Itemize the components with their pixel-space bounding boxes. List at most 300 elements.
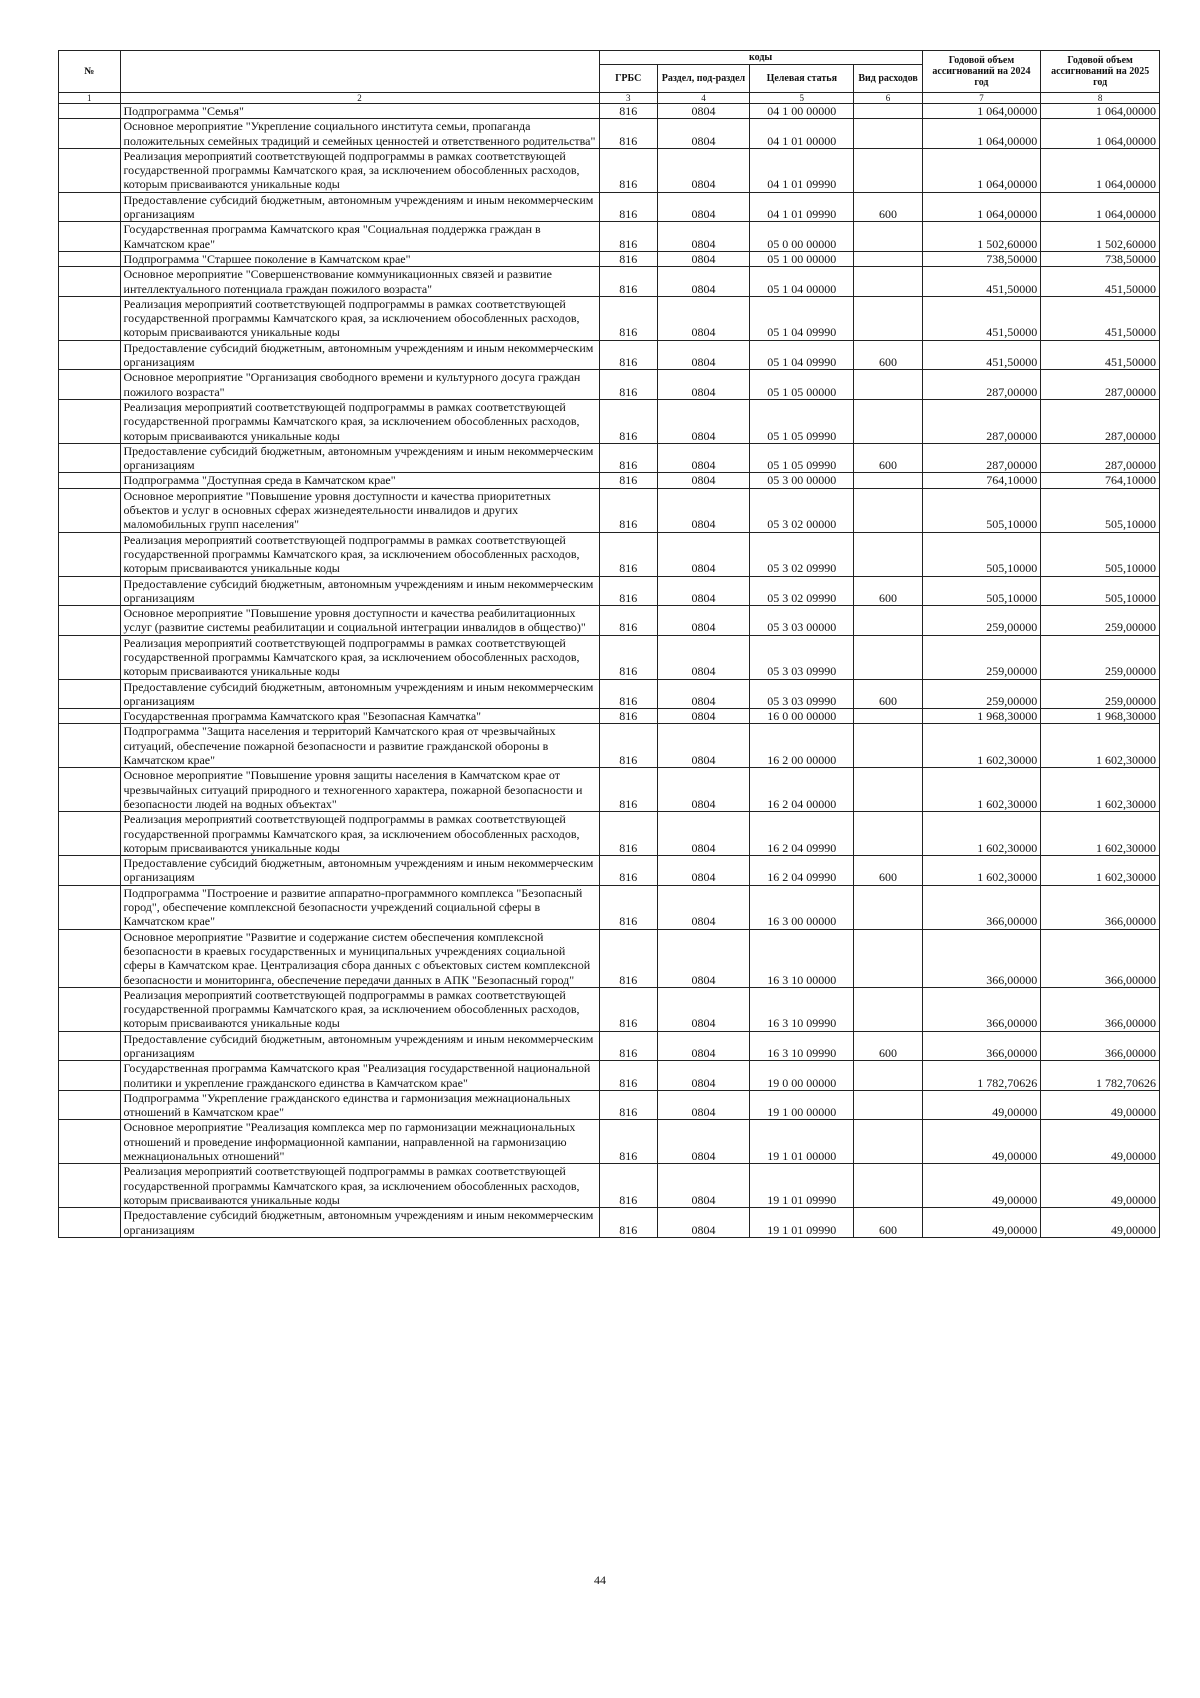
row-volume-2024-cell: 1 064,00000 (922, 119, 1041, 149)
row-target-cell: 16 2 04 09990 (750, 856, 854, 886)
row-name-cell: Основное мероприятие "Развитие и содержание систем обеспечения комплексной безопасности в краевых государственных и муниципальных учреждениях социальной сферы в Камчатском крае. Централизация сбора данных с объектовых систем комплексной безопасности и мониторинга, обеспечение передачи данных в АПК "Безопасный город" (120, 929, 599, 987)
row-expense-type-cell (854, 251, 922, 266)
row-volume-2025-cell: 287,00000 (1041, 443, 1160, 473)
row-grbs-cell: 816 (599, 399, 657, 443)
row-expense-type-cell: 600 (854, 1031, 922, 1061)
row-name-cell: Реализация мероприятий соответствующей подпрограммы в рамках соответствующей государственной программы Камчатского края, за исключением обособленных расходов, которым присваиваются уникальные коды (120, 1164, 599, 1208)
row-volume-2025-cell: 49,00000 (1041, 1090, 1160, 1120)
row-expense-type-cell (854, 1164, 922, 1208)
row-volume-2025-cell: 505,10000 (1041, 532, 1160, 576)
row-section-cell: 0804 (657, 370, 749, 400)
header-section: Раздел, под-раздел (657, 65, 749, 93)
row-volume-2025-cell: 1 602,30000 (1041, 812, 1160, 856)
table-row (59, 635, 1160, 679)
row-volume-2025-cell: 1 602,30000 (1041, 856, 1160, 886)
row-expense-type-cell (854, 724, 922, 768)
row-volume-2025-cell: 259,00000 (1041, 679, 1160, 709)
row-number-cell (59, 473, 121, 488)
row-volume-2025-cell: 287,00000 (1041, 370, 1160, 400)
row-target-cell: 04 1 01 00000 (750, 119, 854, 149)
table-row (59, 267, 1160, 297)
row-volume-2025-cell: 49,00000 (1041, 1120, 1160, 1164)
row-number-cell (59, 635, 121, 679)
row-number-cell (59, 192, 121, 222)
column-number: 5 (750, 93, 854, 104)
row-grbs-cell: 816 (599, 267, 657, 297)
row-number-cell (59, 222, 121, 252)
row-volume-2025-cell: 287,00000 (1041, 399, 1160, 443)
row-volume-2025-cell: 451,50000 (1041, 296, 1160, 340)
row-target-cell: 05 3 03 00000 (750, 606, 854, 636)
row-target-cell: 05 1 04 00000 (750, 267, 854, 297)
budget-table (58, 50, 1160, 1238)
row-target-cell: 05 0 00 00000 (750, 222, 854, 252)
row-target-cell: 16 3 10 09990 (750, 987, 854, 1031)
row-grbs-cell: 816 (599, 488, 657, 532)
row-volume-2025-cell: 1 602,30000 (1041, 768, 1160, 812)
row-name-cell: Реализация мероприятий соответствующей подпрограммы в рамках соответствующей государственной программы Камчатского края, за исключением обособленных расходов, которым присваиваются уникальные коды (120, 812, 599, 856)
row-grbs-cell: 816 (599, 473, 657, 488)
row-expense-type-cell (854, 987, 922, 1031)
row-section-cell: 0804 (657, 119, 749, 149)
row-section-cell: 0804 (657, 443, 749, 473)
row-target-cell: 19 1 01 09990 (750, 1208, 854, 1238)
row-number-cell (59, 987, 121, 1031)
budget-table-container (58, 50, 1160, 1238)
row-volume-2025-cell: 366,00000 (1041, 1031, 1160, 1061)
row-section-cell: 0804 (657, 399, 749, 443)
row-target-cell: 05 1 04 09990 (750, 340, 854, 370)
row-expense-type-cell (854, 104, 922, 119)
row-expense-type-cell (854, 929, 922, 987)
row-volume-2025-cell: 366,00000 (1041, 987, 1160, 1031)
table-row (59, 1090, 1160, 1120)
row-name-cell: Основное мероприятие "Организация свободного времени и культурного досуга граждан пожилого возраста" (120, 370, 599, 400)
row-name-cell: Основное мероприятие "Повышение уровня защиты населения в Камчатском крае от чрезвычайных ситуаций природного и техногенного характера, пожарной безопасности и безопасности людей на водных объектах" (120, 768, 599, 812)
row-number-cell (59, 119, 121, 149)
row-target-cell: 05 3 03 09990 (750, 635, 854, 679)
row-expense-type-cell (854, 635, 922, 679)
row-target-cell: 16 2 04 00000 (750, 768, 854, 812)
row-grbs-cell: 816 (599, 709, 657, 724)
row-name-cell: Подпрограмма "Доступная среда в Камчатском крае" (120, 473, 599, 488)
table-row (59, 370, 1160, 400)
row-volume-2024-cell: 259,00000 (922, 606, 1041, 636)
table-row (59, 104, 1160, 119)
row-volume-2025-cell: 505,10000 (1041, 576, 1160, 606)
row-grbs-cell: 816 (599, 1164, 657, 1208)
row-volume-2025-cell: 505,10000 (1041, 488, 1160, 532)
row-expense-type-cell (854, 370, 922, 400)
row-expense-type-cell (854, 399, 922, 443)
row-grbs-cell: 816 (599, 148, 657, 192)
row-section-cell: 0804 (657, 679, 749, 709)
row-volume-2025-cell: 1 064,00000 (1041, 148, 1160, 192)
row-expense-type-cell (854, 222, 922, 252)
table-row (59, 1031, 1160, 1061)
row-target-cell: 05 3 02 09990 (750, 532, 854, 576)
row-expense-type-cell (854, 768, 922, 812)
row-volume-2025-cell: 1 064,00000 (1041, 104, 1160, 119)
column-number-row (59, 93, 1160, 104)
row-name-cell: Подпрограмма "Построение и развитие аппаратно-программного комплекса "Безопасный город", обеспечение комплексной безопасности учреждений социальной сферы в Камчатском крае" (120, 885, 599, 929)
column-number: 2 (120, 93, 599, 104)
row-name-cell: Предоставление субсидий бюджетным, автономным учреждениям и иным некоммерческим организациям (120, 443, 599, 473)
row-volume-2024-cell: 451,50000 (922, 296, 1041, 340)
header-number: № (59, 51, 121, 93)
row-section-cell: 0804 (657, 812, 749, 856)
row-grbs-cell: 816 (599, 119, 657, 149)
row-target-cell: 05 3 02 00000 (750, 488, 854, 532)
row-volume-2024-cell: 366,00000 (922, 1031, 1041, 1061)
row-number-cell (59, 104, 121, 119)
row-expense-type-cell (854, 606, 922, 636)
row-name-cell: Основное мероприятие "Совершенствование коммуникационных связей и развитие интеллектуального потенциала граждан пожилого возраста" (120, 267, 599, 297)
table-body (59, 104, 1160, 1238)
row-volume-2024-cell: 1 064,00000 (922, 104, 1041, 119)
row-volume-2025-cell: 451,50000 (1041, 340, 1160, 370)
row-number-cell (59, 267, 121, 297)
row-expense-type-cell (854, 709, 922, 724)
row-grbs-cell: 816 (599, 192, 657, 222)
row-name-cell: Реализация мероприятий соответствующей подпрограммы в рамках соответствующей государственной программы Камчатского края, за исключением обособленных расходов, которым присваиваются уникальные коды (120, 635, 599, 679)
row-volume-2024-cell: 49,00000 (922, 1208, 1041, 1238)
row-number-cell (59, 929, 121, 987)
row-volume-2024-cell: 738,50000 (922, 251, 1041, 266)
row-grbs-cell: 816 (599, 251, 657, 266)
row-grbs-cell: 816 (599, 370, 657, 400)
row-number-cell (59, 1208, 121, 1238)
row-name-cell: Реализация мероприятий соответствующей подпрограммы в рамках соответствующей государственной программы Камчатского края, за исключением обособленных расходов, которым присваиваются уникальные коды (120, 987, 599, 1031)
row-number-cell (59, 724, 121, 768)
row-grbs-cell: 816 (599, 1031, 657, 1061)
row-expense-type-cell (854, 1120, 922, 1164)
column-number: 6 (854, 93, 922, 104)
row-target-cell: 16 3 10 00000 (750, 929, 854, 987)
row-section-cell: 0804 (657, 1120, 749, 1164)
row-grbs-cell: 816 (599, 987, 657, 1031)
row-section-cell: 0804 (657, 296, 749, 340)
row-name-cell: Государственная программа Камчатского края "Социальная поддержка граждан в Камчатском крае" (120, 222, 599, 252)
row-grbs-cell: 816 (599, 104, 657, 119)
row-number-cell (59, 606, 121, 636)
table-row (59, 148, 1160, 192)
row-grbs-cell: 816 (599, 443, 657, 473)
row-expense-type-cell: 600 (854, 443, 922, 473)
row-volume-2024-cell: 366,00000 (922, 885, 1041, 929)
table-row (59, 251, 1160, 266)
row-volume-2024-cell: 1 782,70626 (922, 1061, 1041, 1091)
row-name-cell: Подпрограмма "Защита населения и территорий Камчатского края от чрезвычайных ситуаций, обеспечение пожарной безопасности и развитие гражданской обороны в Камчатском крае" (120, 724, 599, 768)
table-row (59, 679, 1160, 709)
row-volume-2025-cell: 1 064,00000 (1041, 192, 1160, 222)
row-target-cell: 16 2 04 09990 (750, 812, 854, 856)
row-volume-2024-cell: 1 602,30000 (922, 768, 1041, 812)
row-name-cell: Предоставление субсидий бюджетным, автономным учреждениям и иным некоммерческим организациям (120, 340, 599, 370)
row-volume-2025-cell: 451,50000 (1041, 267, 1160, 297)
table-row (59, 473, 1160, 488)
row-target-cell: 05 1 05 09990 (750, 399, 854, 443)
row-number-cell (59, 885, 121, 929)
header-volume-2024: Годовой объем ассигнований на 2024 год (922, 51, 1041, 93)
row-target-cell: 05 1 00 00000 (750, 251, 854, 266)
row-expense-type-cell: 600 (854, 576, 922, 606)
row-volume-2025-cell: 1 064,00000 (1041, 119, 1160, 149)
header-codes-group: коды (599, 51, 922, 65)
row-section-cell: 0804 (657, 606, 749, 636)
table-row (59, 724, 1160, 768)
row-volume-2024-cell: 366,00000 (922, 987, 1041, 1031)
row-target-cell: 16 0 00 00000 (750, 709, 854, 724)
row-section-cell: 0804 (657, 856, 749, 886)
row-number-cell (59, 812, 121, 856)
table-row (59, 222, 1160, 252)
row-section-cell: 0804 (657, 987, 749, 1031)
row-expense-type-cell (854, 1090, 922, 1120)
row-section-cell: 0804 (657, 929, 749, 987)
row-volume-2024-cell: 287,00000 (922, 399, 1041, 443)
row-section-cell: 0804 (657, 635, 749, 679)
row-grbs-cell: 816 (599, 768, 657, 812)
row-section-cell: 0804 (657, 532, 749, 576)
row-volume-2025-cell: 764,10000 (1041, 473, 1160, 488)
row-name-cell: Реализация мероприятий соответствующей подпрограммы в рамках соответствующей государственной программы Камчатского края, за исключением обособленных расходов, которым присваиваются уникальные коды (120, 532, 599, 576)
row-volume-2025-cell: 259,00000 (1041, 606, 1160, 636)
row-number-cell (59, 340, 121, 370)
row-number-cell (59, 1031, 121, 1061)
row-name-cell: Государственная программа Камчатского края "Реализация государственной национальной политики и укрепление гражданского единства в Камчатском крае" (120, 1061, 599, 1091)
row-number-cell (59, 768, 121, 812)
row-volume-2024-cell: 259,00000 (922, 679, 1041, 709)
table-row (59, 1164, 1160, 1208)
table-row (59, 1120, 1160, 1164)
row-section-cell: 0804 (657, 267, 749, 297)
row-name-cell: Подпрограмма "Старшее поколение в Камчатском крае" (120, 251, 599, 266)
row-section-cell: 0804 (657, 340, 749, 370)
row-target-cell: 05 3 03 09990 (750, 679, 854, 709)
row-expense-type-cell (854, 885, 922, 929)
row-volume-2024-cell: 287,00000 (922, 443, 1041, 473)
row-target-cell: 05 3 02 09990 (750, 576, 854, 606)
row-volume-2024-cell: 49,00000 (922, 1090, 1041, 1120)
row-expense-type-cell (854, 473, 922, 488)
header-expense-type: Вид расходов (854, 65, 922, 93)
row-target-cell: 05 1 05 09990 (750, 443, 854, 473)
row-section-cell: 0804 (657, 885, 749, 929)
table-row (59, 606, 1160, 636)
row-volume-2025-cell: 49,00000 (1041, 1164, 1160, 1208)
table-row (59, 1061, 1160, 1091)
row-volume-2024-cell: 1 502,60000 (922, 222, 1041, 252)
table-row (59, 885, 1160, 929)
row-target-cell: 19 1 00 00000 (750, 1090, 854, 1120)
row-target-cell: 16 3 10 09990 (750, 1031, 854, 1061)
row-number-cell (59, 576, 121, 606)
row-number-cell (59, 1061, 121, 1091)
row-name-cell: Предоставление субсидий бюджетным, автономным учреждениям и иным некоммерческим организациям (120, 192, 599, 222)
row-volume-2024-cell: 1 968,30000 (922, 709, 1041, 724)
header-name (120, 51, 599, 93)
row-grbs-cell: 816 (599, 724, 657, 768)
row-name-cell: Реализация мероприятий соответствующей подпрограммы в рамках соответствующей государственной программы Камчатского края, за исключением обособленных расходов, которым присваиваются уникальные коды (120, 148, 599, 192)
row-name-cell: Предоставление субсидий бюджетным, автономным учреждениям и иным некоммерческим организациям (120, 1208, 599, 1238)
row-name-cell: Подпрограмма "Семья" (120, 104, 599, 119)
column-number: 8 (1041, 93, 1160, 104)
row-number-cell (59, 1090, 121, 1120)
row-volume-2024-cell: 1 602,30000 (922, 856, 1041, 886)
row-grbs-cell: 816 (599, 1090, 657, 1120)
row-grbs-cell: 816 (599, 929, 657, 987)
row-grbs-cell: 816 (599, 576, 657, 606)
row-number-cell (59, 443, 121, 473)
row-volume-2025-cell: 366,00000 (1041, 885, 1160, 929)
row-volume-2024-cell: 451,50000 (922, 340, 1041, 370)
row-section-cell: 0804 (657, 1208, 749, 1238)
row-volume-2024-cell: 1 064,00000 (922, 192, 1041, 222)
row-number-cell (59, 148, 121, 192)
table-row (59, 340, 1160, 370)
row-target-cell: 04 1 00 00000 (750, 104, 854, 119)
row-number-cell (59, 679, 121, 709)
table-row (59, 768, 1160, 812)
row-target-cell: 19 1 01 09990 (750, 1164, 854, 1208)
row-volume-2024-cell: 287,00000 (922, 370, 1041, 400)
row-section-cell: 0804 (657, 222, 749, 252)
row-target-cell: 19 1 01 00000 (750, 1120, 854, 1164)
row-section-cell: 0804 (657, 192, 749, 222)
row-grbs-cell: 816 (599, 635, 657, 679)
row-volume-2025-cell: 1 602,30000 (1041, 724, 1160, 768)
row-grbs-cell: 816 (599, 296, 657, 340)
row-expense-type-cell (854, 296, 922, 340)
table-row (59, 812, 1160, 856)
row-name-cell: Предоставление субсидий бюджетным, автономным учреждениям и иным некоммерческим организациям (120, 576, 599, 606)
row-name-cell: Основное мероприятие "Повышение уровня доступности и качества приоритетных объектов и услуг в основных сферах жизнедеятельности инвалидов и других маломобильных групп населения" (120, 488, 599, 532)
row-number-cell (59, 709, 121, 724)
row-number-cell (59, 532, 121, 576)
row-name-cell: Предоставление субсидий бюджетным, автономным учреждениям и иным некоммерческим организациям (120, 679, 599, 709)
row-volume-2025-cell: 259,00000 (1041, 635, 1160, 679)
row-name-cell: Подпрограмма "Укрепление гражданского единства и гармонизация межнациональных отношений в Камчатском крае" (120, 1090, 599, 1120)
row-section-cell: 0804 (657, 724, 749, 768)
page-number: 44 (594, 1573, 606, 1587)
row-name-cell: Предоставление субсидий бюджетным, автономным учреждениям и иным некоммерческим организациям (120, 856, 599, 886)
row-section-cell: 0804 (657, 709, 749, 724)
row-target-cell: 05 1 05 00000 (750, 370, 854, 400)
row-volume-2024-cell: 259,00000 (922, 635, 1041, 679)
table-row (59, 856, 1160, 886)
row-target-cell: 05 3 00 00000 (750, 473, 854, 488)
row-section-cell: 0804 (657, 251, 749, 266)
table-row (59, 119, 1160, 149)
row-name-cell: Предоставление субсидий бюджетным, автономным учреждениям и иным некоммерческим организациям (120, 1031, 599, 1061)
row-name-cell: Реализация мероприятий соответствующей подпрограммы в рамках соответствующей государственной программы Камчатского края, за исключением обособленных расходов, которым присваиваются уникальные коды (120, 399, 599, 443)
column-number: 1 (59, 93, 121, 104)
table-row (59, 443, 1160, 473)
row-grbs-cell: 816 (599, 885, 657, 929)
row-target-cell: 19 0 00 00000 (750, 1061, 854, 1091)
row-grbs-cell: 816 (599, 1208, 657, 1238)
table-row (59, 192, 1160, 222)
row-expense-type-cell (854, 119, 922, 149)
row-name-cell: Реализация мероприятий соответствующей подпрограммы в рамках соответствующей государственной программы Камчатского края, за исключением обособленных расходов, которым присваиваются уникальные коды (120, 296, 599, 340)
column-number: 3 (599, 93, 657, 104)
row-target-cell: 04 1 01 09990 (750, 192, 854, 222)
row-expense-type-cell (854, 267, 922, 297)
row-number-cell (59, 488, 121, 532)
header-grbs: ГРБС (599, 65, 657, 93)
row-grbs-cell: 816 (599, 1120, 657, 1164)
row-expense-type-cell: 600 (854, 340, 922, 370)
row-target-cell: 16 2 00 00000 (750, 724, 854, 768)
table-row (59, 709, 1160, 724)
row-volume-2024-cell: 366,00000 (922, 929, 1041, 987)
row-grbs-cell: 816 (599, 532, 657, 576)
header-volume-2025: Годовой объем ассигнований на 2025 год (1041, 51, 1160, 93)
row-section-cell: 0804 (657, 576, 749, 606)
row-grbs-cell: 816 (599, 1061, 657, 1091)
table-row (59, 532, 1160, 576)
row-grbs-cell: 816 (599, 222, 657, 252)
row-expense-type-cell: 600 (854, 1208, 922, 1238)
row-volume-2024-cell: 505,10000 (922, 576, 1041, 606)
row-volume-2024-cell: 49,00000 (922, 1120, 1041, 1164)
row-expense-type-cell: 600 (854, 856, 922, 886)
row-grbs-cell: 816 (599, 812, 657, 856)
row-section-cell: 0804 (657, 768, 749, 812)
row-section-cell: 0804 (657, 1061, 749, 1091)
row-name-cell: Основное мероприятие "Повышение уровня доступности и качества реабилитационных услуг (развитие системы реабилитации и социальной интеграции инвалидов в общество)" (120, 606, 599, 636)
table-row (59, 1208, 1160, 1238)
row-number-cell (59, 296, 121, 340)
row-volume-2024-cell: 1 064,00000 (922, 148, 1041, 192)
table-row (59, 488, 1160, 532)
table-row (59, 929, 1160, 987)
row-section-cell: 0804 (657, 1031, 749, 1061)
row-volume-2024-cell: 1 602,30000 (922, 724, 1041, 768)
row-volume-2025-cell: 49,00000 (1041, 1208, 1160, 1238)
row-grbs-cell: 816 (599, 340, 657, 370)
row-volume-2024-cell: 451,50000 (922, 267, 1041, 297)
row-number-cell (59, 251, 121, 266)
row-section-cell: 0804 (657, 1090, 749, 1120)
row-volume-2024-cell: 505,10000 (922, 532, 1041, 576)
table-row (59, 987, 1160, 1031)
row-expense-type-cell: 600 (854, 679, 922, 709)
row-target-cell: 04 1 01 09990 (750, 148, 854, 192)
row-number-cell (59, 1120, 121, 1164)
row-volume-2025-cell: 1 502,60000 (1041, 222, 1160, 252)
row-expense-type-cell (854, 532, 922, 576)
row-target-cell: 05 1 04 09990 (750, 296, 854, 340)
row-expense-type-cell (854, 1061, 922, 1091)
row-grbs-cell: 816 (599, 606, 657, 636)
column-number: 4 (657, 93, 749, 104)
column-number: 7 (922, 93, 1041, 104)
row-volume-2024-cell: 1 602,30000 (922, 812, 1041, 856)
header-target: Целевая статья (750, 65, 854, 93)
row-expense-type-cell (854, 812, 922, 856)
row-volume-2025-cell: 1 968,30000 (1041, 709, 1160, 724)
row-grbs-cell: 816 (599, 856, 657, 886)
table-row (59, 399, 1160, 443)
row-section-cell: 0804 (657, 473, 749, 488)
table-row (59, 576, 1160, 606)
row-expense-type-cell (854, 488, 922, 532)
row-section-cell: 0804 (657, 148, 749, 192)
row-volume-2025-cell: 1 782,70626 (1041, 1061, 1160, 1091)
row-number-cell (59, 370, 121, 400)
